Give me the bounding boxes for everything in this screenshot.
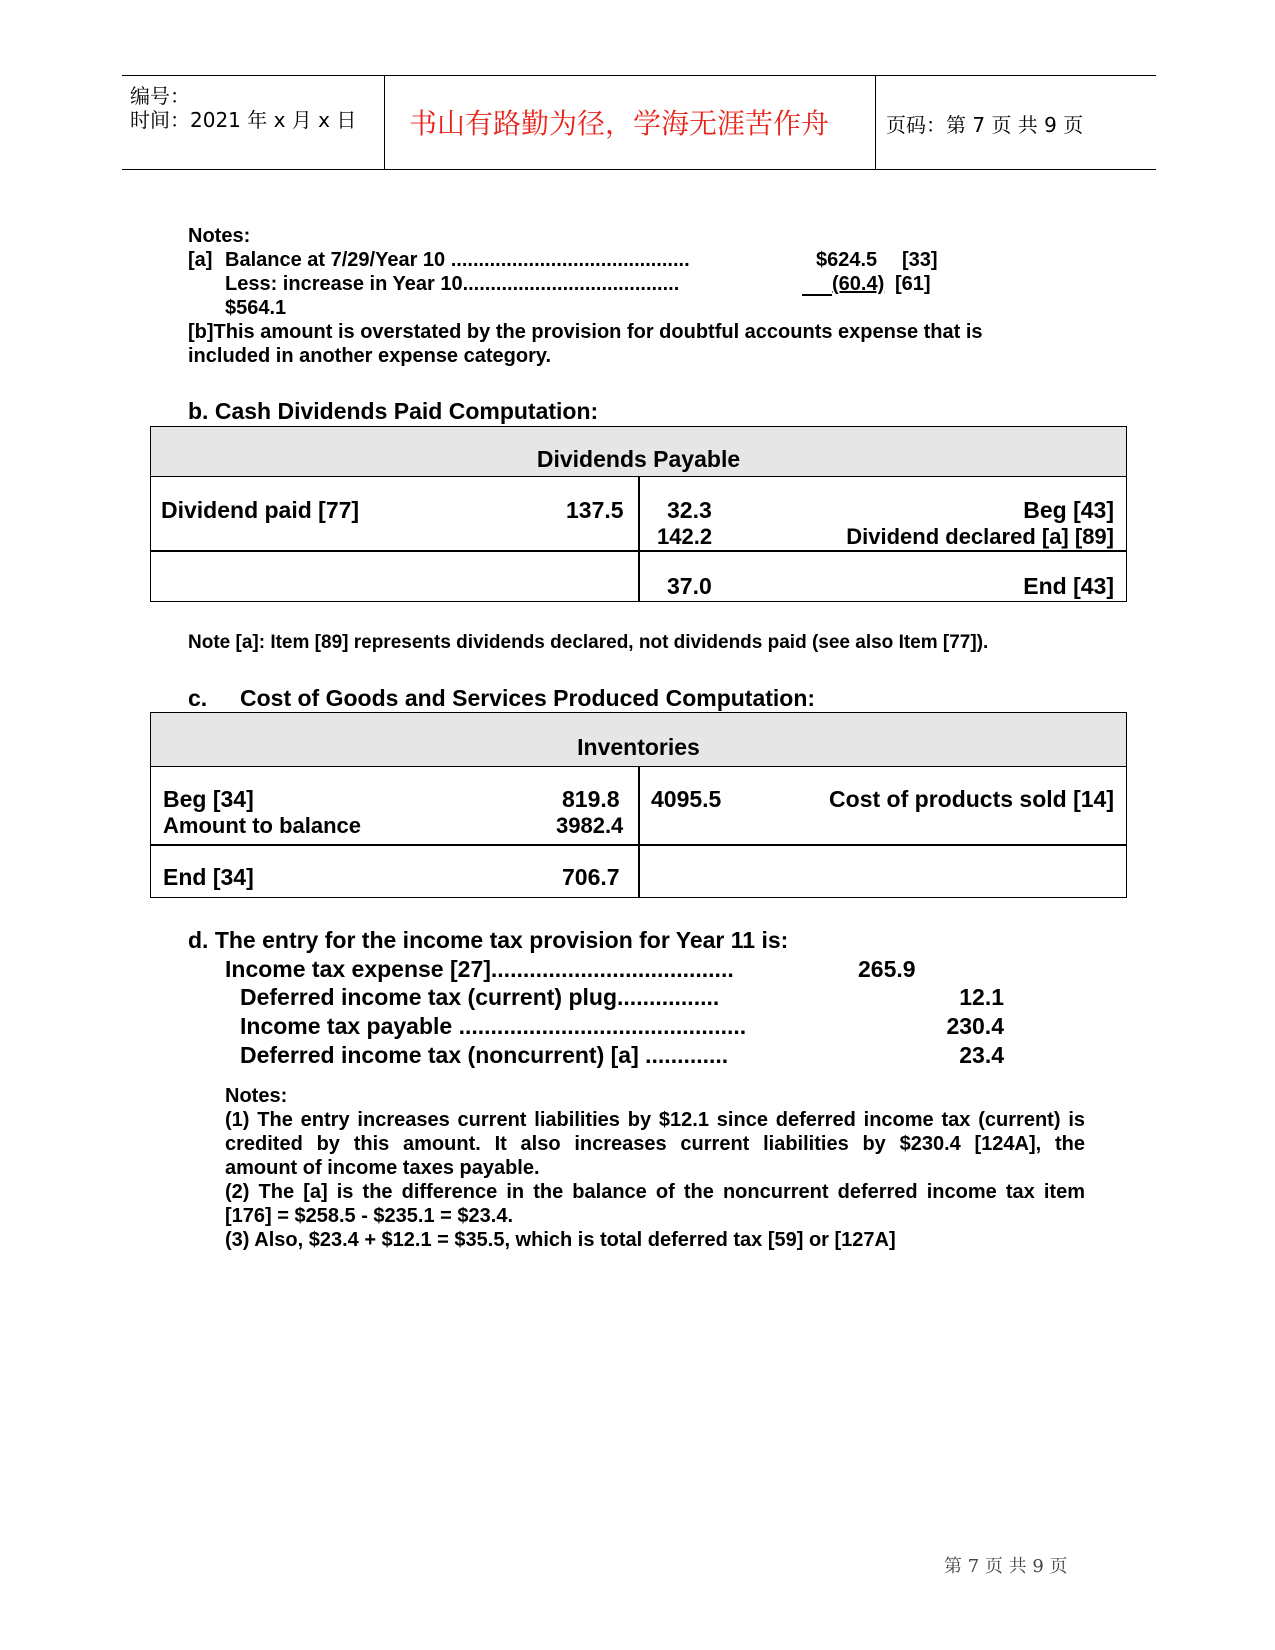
- note-a-value2: (60.4): [832, 273, 885, 295]
- t-divider: [638, 476, 640, 602]
- section-c-letter: c.: [188, 685, 208, 711]
- note-1-line1: (1) The entry increases current liabilities by $12.1 since deferred income tax (current) is: [225, 1109, 1085, 1131]
- note-3: (3) Also, $23.4 + $12.1 = $35.5, which is total deferred tax [59] or [127A]: [225, 1229, 896, 1251]
- declared-label: Dividend declared [a] [89]: [846, 524, 1114, 549]
- notes-title: Notes:: [225, 1085, 288, 1107]
- note-1-line3: amount of income taxes payable.: [225, 1157, 540, 1179]
- underline-lead: [802, 294, 832, 296]
- page-header: [122, 75, 1156, 170]
- section-b-heading: b. Cash Dividends Paid Computation:: [188, 398, 599, 424]
- beg-label: Beg [34]: [163, 786, 254, 812]
- footer-page-number: 第 7 页 共 9 页: [944, 1556, 1068, 1577]
- beg-value: 32.3: [667, 497, 712, 523]
- beg-value: 819.8: [562, 786, 620, 812]
- section-d-heading: d. The entry for the income tax provision for Year 11 is:: [188, 927, 789, 953]
- cost-of-products-sold-label: Cost of products sold [14]: [829, 786, 1114, 812]
- dividends-payable-title: Dividends Payable: [151, 427, 1126, 477]
- note-a-tag: [a]: [188, 249, 213, 271]
- amount-to-balance-label: Amount to balance: [163, 813, 362, 838]
- amount-to-balance-value: 3982.4: [556, 813, 624, 838]
- header-motto-cell: [384, 76, 876, 169]
- entry-value: 12.1: [959, 984, 1004, 1010]
- note-a-value1: $624.5: [816, 249, 878, 271]
- note-a-line2: Less: increase in Year 10.......................................: [225, 273, 680, 295]
- inventories-table: [150, 712, 1127, 898]
- end-label: End [43]: [1023, 573, 1114, 599]
- number-label: 编号：: [130, 84, 190, 108]
- note-a-total: $564.1: [225, 297, 287, 319]
- dividends-payable-table: [150, 426, 1127, 602]
- header-meta-cell: [122, 76, 384, 169]
- beg-label: Beg [43]: [1023, 497, 1114, 523]
- entry-value: 23.4: [959, 1042, 1004, 1068]
- entry-value: 265.9: [858, 956, 916, 982]
- declared-value: 142.2: [657, 524, 713, 549]
- row-divider: [151, 550, 1126, 552]
- end-value: 37.0: [667, 573, 712, 599]
- dividend-paid-label: Dividend paid [77]: [161, 497, 360, 523]
- note-a-ref1: [33]: [902, 249, 938, 271]
- note-2-line1: (2) The [a] is the difference in the balance of the noncurrent deferred income tax item: [225, 1181, 1085, 1203]
- entry-label: Income tax expense [27]......................................: [225, 956, 734, 982]
- end-label: End [34]: [163, 864, 254, 890]
- section-c-heading: Cost of Goods and Services Produced Computation:: [240, 685, 816, 711]
- note-1-line2: credited by this amount. It also increases current liabilities by $230.4 [124A], the: [225, 1133, 1085, 1155]
- notes-title: Notes:: [188, 225, 251, 247]
- row-divider: [151, 844, 1126, 846]
- motto: 书山有路勤为径，学海无涯苦作舟: [409, 107, 830, 140]
- cost-of-products-sold-value: 4095.5: [651, 786, 722, 812]
- note-b-line1: [b]This amount is overstated by the provision for doubtful accounts expense that is: [188, 321, 983, 343]
- dividend-paid-value: 137.5: [566, 497, 624, 523]
- note-2-line2: [176] = $258.5 - $235.1 = $23.4.: [225, 1205, 513, 1227]
- entry-label: Income tax payable .............................................: [240, 1013, 747, 1039]
- entry-label: Deferred income tax (noncurrent) [a] .............: [240, 1042, 729, 1068]
- note-b-line2: included in another expense category.: [188, 345, 552, 367]
- entry-label: Deferred income tax (current) plug................: [240, 984, 720, 1010]
- end-value: 706.7: [562, 864, 620, 890]
- inventories-title: Inventories: [151, 713, 1126, 767]
- header-page-cell: [876, 76, 1156, 169]
- note-a-line1: Balance at 7/29/Year 10 ...........................................: [225, 249, 690, 271]
- t-divider: [638, 766, 640, 898]
- time-label: 时间：2021 年 x 月 x 日: [130, 108, 357, 132]
- section-b-note: Note [a]: Item [89] represents dividends declared, not dividends paid (see also Item [77]).: [188, 632, 989, 653]
- entry-value: 230.4: [946, 1013, 1004, 1039]
- page-label: 页码：第 7 页 共 9 页: [886, 113, 1084, 137]
- note-a-ref2: [61]: [895, 273, 931, 295]
